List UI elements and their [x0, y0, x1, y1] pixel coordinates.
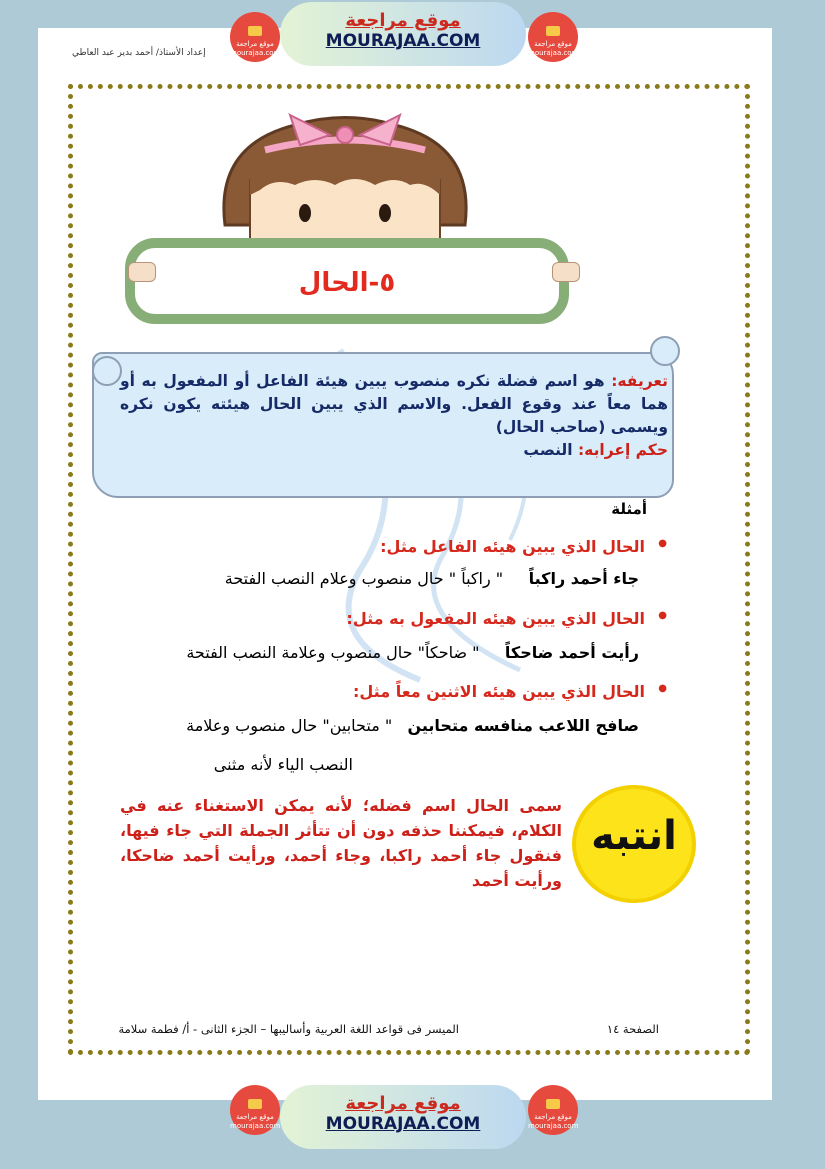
example-explanation: " متحابين" حال منصوب وعلامة	[186, 716, 393, 735]
example-sentence-bold: رأيت أحمد ضاحكاً	[504, 643, 639, 662]
title-card	[125, 238, 569, 324]
site-banner-top[interactable]	[280, 2, 526, 66]
footer-page-number: الصفحة ١٤	[606, 1022, 659, 1036]
site-logo-right-bottom[interactable]	[528, 1085, 578, 1135]
example-explanation-continued: النصب الياء لأنه مثنى	[213, 755, 353, 774]
site-logo-left[interactable]	[230, 12, 280, 62]
site-banner-bottom[interactable]	[280, 1085, 526, 1149]
banner-latin[interactable]: MOURAJAA.COM	[325, 31, 481, 51]
example-sentence	[225, 569, 639, 588]
attention-label: انتبه	[591, 813, 677, 859]
logo-icon	[248, 26, 262, 36]
definition-label: تعريفه:	[611, 372, 668, 390]
rule-item: الحال الذي يبين هيئه الاثنين معاً مثل: ●	[353, 682, 645, 701]
example-sentence	[186, 643, 639, 662]
example-sentence-bold: جاء أحمد راكباً	[528, 569, 639, 588]
example-sentence	[186, 716, 639, 735]
definition-body: هو اسم فضلة نكره منصوب يبين هيئة الفاعل أو المفعول به أو هما معاً عند وقوع الفعل. والاسم الذي يبين الحال هيئته يكون نكره ويسمى (صاحب الحال)	[120, 372, 668, 436]
logo-text: موقع مراجعة mourajaa.com	[528, 40, 579, 57]
logo-text: موقع مراجعة mourajaa.com	[528, 1113, 579, 1130]
banner-latin[interactable]: MOURAJAA.COM	[325, 1114, 481, 1134]
note-paragraph: سمى الحال اسم فضله؛ لأنه يمكن الاستغناء عنه في الكلام، فيمكننا حذفه دون أن تتأثر الجملة التي جاء فيها، فنقول جاء أحمد راكبا، وجاء أحمد، ورأيت أحمد ضاحكا، ورأيت أحمد	[120, 796, 562, 890]
page-title: ٥-الحال	[298, 268, 396, 298]
logo-text: موقع مراجعة mourajaa.com	[230, 40, 281, 57]
footer-book-title: الميسر فى قواعد اللغة العربية وأساليبها – الجزء الثانى - أ/ فطمة سلامة	[118, 1022, 459, 1036]
site-logo-right[interactable]	[528, 12, 578, 62]
examples-heading: أمثلة	[611, 500, 647, 518]
rule-item: الحال الذي يبين هيئه المفعول به مثل: ●	[346, 609, 645, 628]
banner-arabic[interactable]: موقع مراجعة	[345, 1093, 461, 1114]
rule-item: الحال الذي يبين هيئه الفاعل مثل: ●	[380, 537, 645, 556]
logo-icon	[546, 26, 560, 36]
definition-text	[120, 370, 668, 462]
ruling-value: النصب	[523, 441, 573, 459]
logo-text: موقع مراجعة mourajaa.com	[230, 1113, 281, 1130]
girl-illustration	[205, 105, 485, 245]
site-logo-left-bottom[interactable]	[230, 1085, 280, 1135]
left-hand-graphic	[128, 262, 156, 282]
logo-icon	[248, 1099, 262, 1109]
example-explanation: " راكباً " حال منصوب وعلام النصب الفتحة	[224, 569, 504, 588]
author-line: إعداد الأستاذ/ أحمد بدير عبد العاطي	[72, 48, 206, 58]
attention-badge	[572, 785, 696, 903]
example-explanation: " ضاحكاً" حال منصوب وعلامة النصب الفتحة	[186, 643, 480, 662]
banner-arabic[interactable]: موقع مراجعة	[345, 10, 461, 31]
ruling-label: حكم إعرابه:	[577, 441, 668, 459]
scroll-curl-corner	[650, 336, 680, 366]
logo-icon	[546, 1099, 560, 1109]
example-sentence-bold: صافح اللاعب منافسه متحابين	[407, 716, 639, 735]
scroll-curl-top	[92, 356, 122, 386]
right-hand-graphic	[552, 262, 580, 282]
